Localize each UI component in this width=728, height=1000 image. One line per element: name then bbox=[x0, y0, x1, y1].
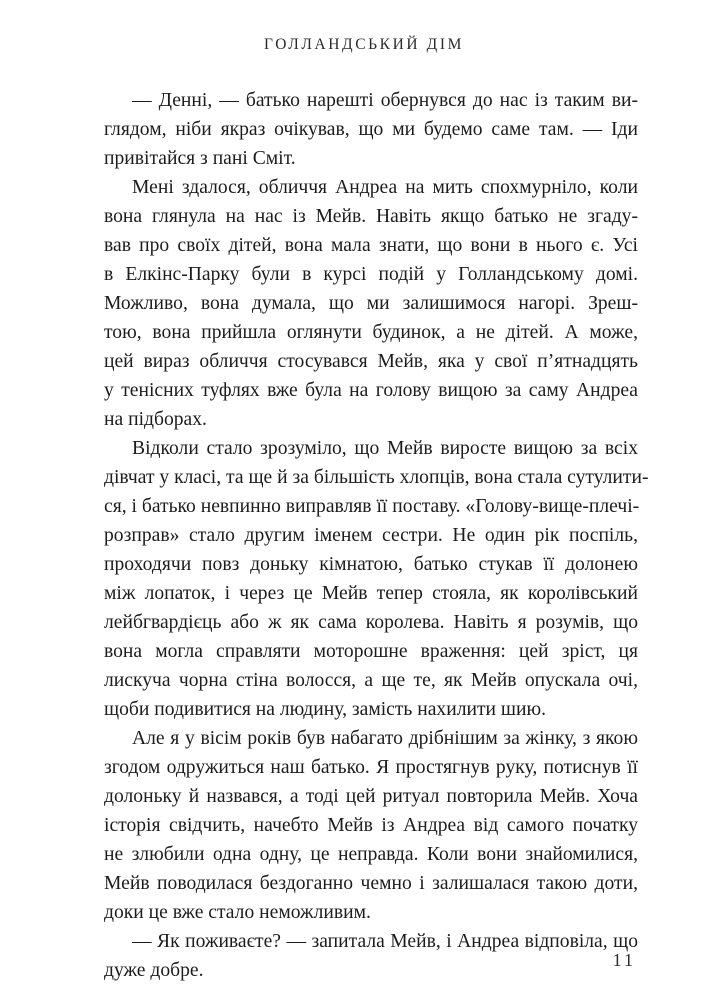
text-line: долоньку й назвався, а тоді цей ритуал повторила Мейв. Хоча bbox=[104, 786, 638, 807]
text-line: на підборах. bbox=[104, 409, 207, 430]
text-line: — Як поживаєте? — запитала Мейв, і Андреа відповіла, що bbox=[132, 931, 638, 952]
text-line: дівчат у класі, та ще й за більшість хлопців, вона стала сутулити- bbox=[104, 467, 649, 488]
text-line: вона глянула на нас із Мейв. Навіть якщо батько не згаду- bbox=[104, 206, 638, 227]
text-line: — Денні, — батько нарешті обернувся до нас із таким ви- bbox=[132, 90, 638, 111]
page-number: 11 bbox=[612, 950, 636, 970]
text-line: ся, і батько невпинно виправляв її поставу. «Голову-вище-плечі- bbox=[104, 496, 640, 517]
text-line: щоби подивитися на людину, замість нахилити шию. bbox=[104, 699, 547, 720]
text-line: в Елкінс-Парку були в курсі подій у Голландському домі. bbox=[104, 264, 638, 285]
text-line: лискуча чорна стіна волосся, а ще те, як Мейв опускала очі, bbox=[104, 670, 638, 691]
text-line: цей вираз обличчя стосувався Мейв, яка у свої п’ятнадцять bbox=[104, 351, 638, 372]
running-head: ГОЛЛАНДСЬКИЙ ДІМ bbox=[264, 36, 464, 53]
body-text bbox=[104, 86, 649, 985]
text-line: тою, вона прийшла оглянути будинок, а не дітей. А може, bbox=[104, 322, 638, 343]
text-line: проходячи повз доньку кімнатою, батько стукав її долонею bbox=[104, 554, 638, 575]
text-line: у тенісних туфлях вже була на голову вищою за саму Андреа bbox=[104, 380, 638, 401]
text-line: Можливо, вона думала, що ми залишимося нагорі. Зреш- bbox=[104, 293, 638, 314]
text-line: лейбгвардієць або ж як сама королева. Навіть я розумів, що bbox=[104, 612, 638, 633]
text-line: дуже добре. bbox=[104, 960, 204, 981]
text-line: між лопаток, і через це Мейв тепер стояла, як королівський bbox=[104, 583, 638, 604]
text-line: згодом одружиться наш батько. Я простягнув руку, потиснув її bbox=[104, 757, 638, 778]
text-line: привітайся з пані Сміт. bbox=[104, 148, 296, 169]
text-line: розправ» стало другим іменем сестри. Не один рік поспіль, bbox=[104, 525, 638, 546]
text-line: Але я у вісім років був набагато дрібнішим за жінку, з якою bbox=[132, 728, 638, 749]
text-line: історія свідчить, начебто Мейв із Андреа від самого початку bbox=[104, 815, 638, 836]
text-line: Мені здалося, обличчя Андреа на мить спохмурніло, коли bbox=[132, 177, 638, 198]
text-line: Відколи стало зрозуміло, що Мейв виросте вищою за всіх bbox=[132, 438, 638, 459]
text-line: не злюбили одна одну, це неправда. Коли вони знайомилися, bbox=[104, 844, 638, 865]
text-line: вона могла справляти моторошне враження: цей зріст, ця bbox=[104, 641, 638, 662]
text-line: доки це вже стало неможливим. bbox=[104, 902, 371, 923]
text-line: вав про своїх дітей, вона мала знати, що вони в нього є. Усі bbox=[104, 235, 638, 256]
text-line: глядом, ніби якраз очікував, що ми будемо саме там. — Іди bbox=[104, 119, 638, 140]
text-line: Мейв поводилася бездоганно чемно і залишалася такою доти, bbox=[104, 873, 638, 894]
